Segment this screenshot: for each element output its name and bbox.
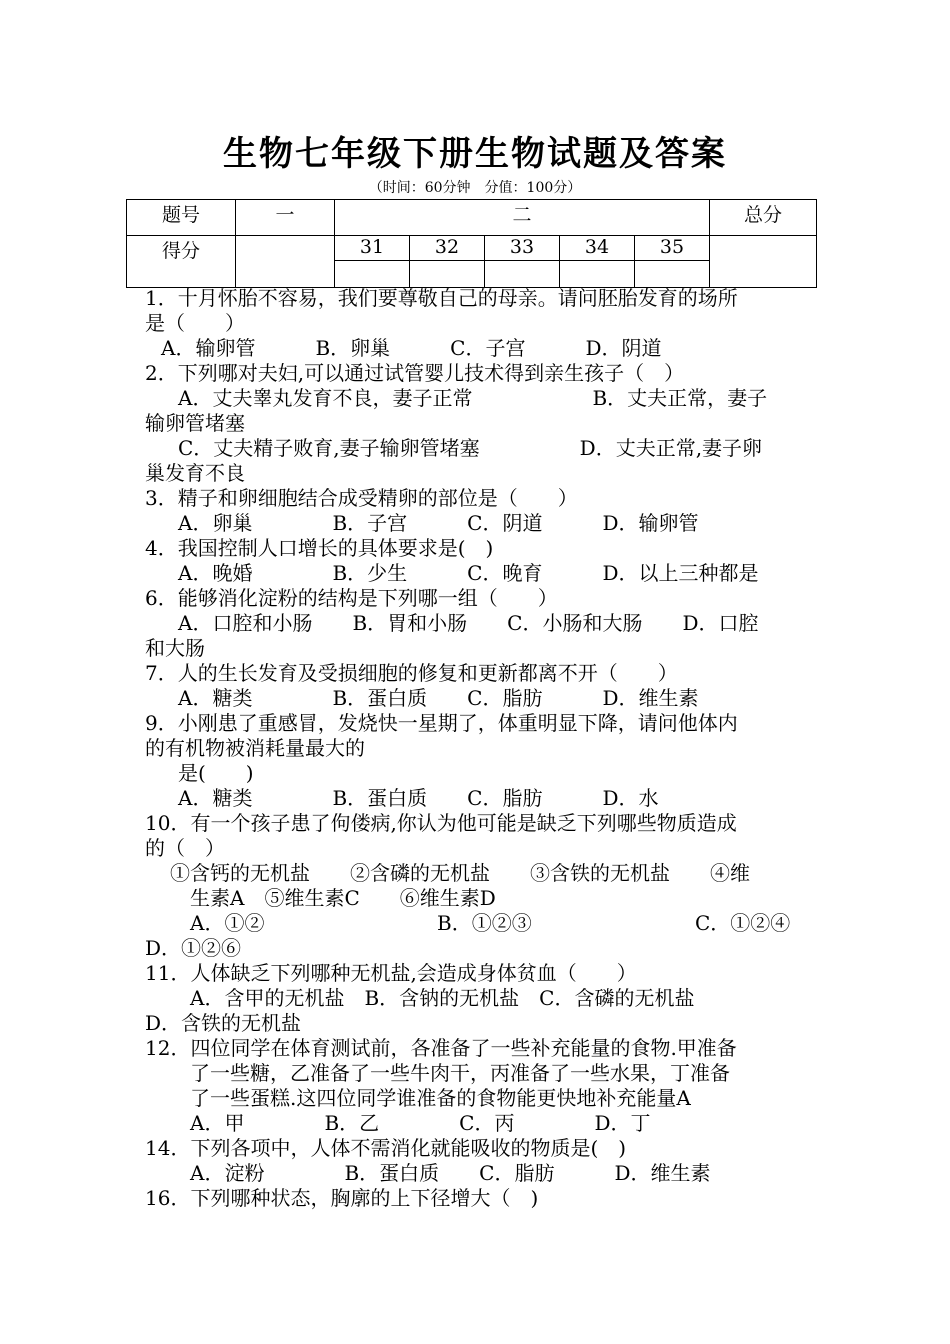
sub-question-32: 32 [410,236,485,261]
question-1-stem: 1．十月怀胎不容易，我们要尊敬自己的母亲。请问胚胎发育的场所 [145,286,738,310]
question-1-options: A．输卵管 B．卵巢 C．子宫 D．阴道 [161,336,662,360]
question-6-stem: 6．能够消化淀粉的结构是下列哪一组（ ） [145,586,558,610]
question-10-items: ①含钙的无机盐 ②含磷的无机盐 ③含铁的无机盐 ④维 [170,861,750,885]
score-cell-33[interactable] [485,261,560,288]
question-6-options: A．口腔和小肠 B．胃和小肠 C．小肠和大肠 D．口腔 [178,611,759,635]
question-16-stem: 16．下列哪种状态，胸廓的上下径增大（ ) [145,1186,539,1210]
sub-question-33: 33 [485,236,560,261]
exam-time-score-info: （时间：60分钟 分值：100分） [368,180,582,196]
question-2-options-ab: A．丈夫睾丸发育不良，妻子正常 B．丈夫正常，妻子 [178,386,768,410]
question-11-option-d: D．含铁的无机盐 [145,1011,302,1035]
question-10-option-d: D．①②⑥ [145,936,242,960]
question-2-stem: 2．下列哪对夫妇,可以通过试管婴儿技术得到亲生孩子（ ） [145,361,685,385]
score-cell-34[interactable] [560,261,635,288]
question-12-stem-end: 了一些蛋糕.这四位同学谁准备的食物能更快地补充能量A [190,1086,691,1110]
question-3-options: A．卵巢 B．子宫 C．阴道 D．输卵管 [178,511,699,535]
question-4-options: A．晚婚 B．少生 C．晚育 D．以上三种都是 [178,561,759,585]
score-cell-31[interactable] [335,261,410,288]
score-total-cell[interactable] [710,236,817,288]
question-7-stem: 7．人的生长发育及受损细胞的修复和更新都离不开（ ） [145,661,678,685]
question-2-options-cd-cont: 巢发育不良 [145,461,245,485]
question-7-options: A．糖类 B．蛋白质 C．脂肪 D．维生素 [178,686,699,710]
sub-question-34: 34 [560,236,635,261]
question-11-options: A．含甲的无机盐 B．含钠的无机盐 C．含磷的无机盐 [190,986,695,1010]
question-12-options: A．甲 B．乙 C．丙 D．丁 [190,1111,651,1135]
question-12-stem-cont: 了一些糖，乙准备了一些牛肉干，丙准备了一些水果，丁准备 [190,1061,730,1085]
question-9-stem-cont: 的有机物被消耗量最大的 [145,736,365,760]
page-title: 生物七年级下册生物试题及答案 [223,134,727,174]
sub-question-35: 35 [635,236,710,261]
question-10-option-a: A．①② [190,911,265,935]
question-10-option-c: C．①②④ [695,911,791,935]
score-cell-32[interactable] [410,261,485,288]
question-10-stem: 10．有一个孩子患了佝偻病,你认为他可能是缺乏下列哪些物质造成 [145,811,737,835]
score-table [126,199,817,288]
score-part-one-cell[interactable] [236,236,335,288]
question-2-options-ab-cont: 输卵管堵塞 [145,411,245,435]
header-question-number: 题号 [127,200,236,236]
question-3-stem: 3．精子和卵细胞结合成受精卵的部位是（ ） [145,486,578,510]
header-part-two: 二 [335,200,710,236]
question-6-options-cont: 和大肠 [145,636,205,660]
question-9-options: A．糖类 B．蛋白质 C．脂肪 D．水 [178,786,659,810]
sub-question-31: 31 [335,236,410,261]
question-14-stem: 14．下列各项中，人体不需消化就能吸收的物质是( ) [145,1136,627,1160]
header-part-one: 一 [236,200,335,236]
question-10-items-cont: 生素A ⑤维生素C ⑥维生素D [190,886,496,910]
score-row-label: 得分 [127,236,236,288]
score-cell-35[interactable] [635,261,710,288]
question-4-stem: 4．我国控制人口增长的具体要求是( ) [145,536,494,560]
question-10-option-b: B．①②③ [437,911,532,935]
header-total: 总分 [710,200,817,236]
question-2-options-cd: C．丈夫精子败育,妻子输卵管堵塞 D．丈夫正常,妻子卵 [178,436,763,460]
question-12-stem: 12．四位同学在体育测试前，各准备了一些补充能量的食物.甲准备 [145,1036,737,1060]
question-10-stem-cont: 的（ ） [145,836,225,860]
question-11-stem: 11．人体缺乏下列哪种无机盐,会造成身体贫血（ ） [145,961,637,985]
question-9-stem-end: 是( ) [178,761,254,785]
question-9-stem: 9．小刚患了重感冒，发烧快一星期了，体重明显下降，请问他体内 [145,711,738,735]
question-1-stem-cont: 是（ ） [145,311,245,335]
question-14-options: A．淀粉 B．蛋白质 C．脂肪 D．维生素 [190,1161,711,1185]
